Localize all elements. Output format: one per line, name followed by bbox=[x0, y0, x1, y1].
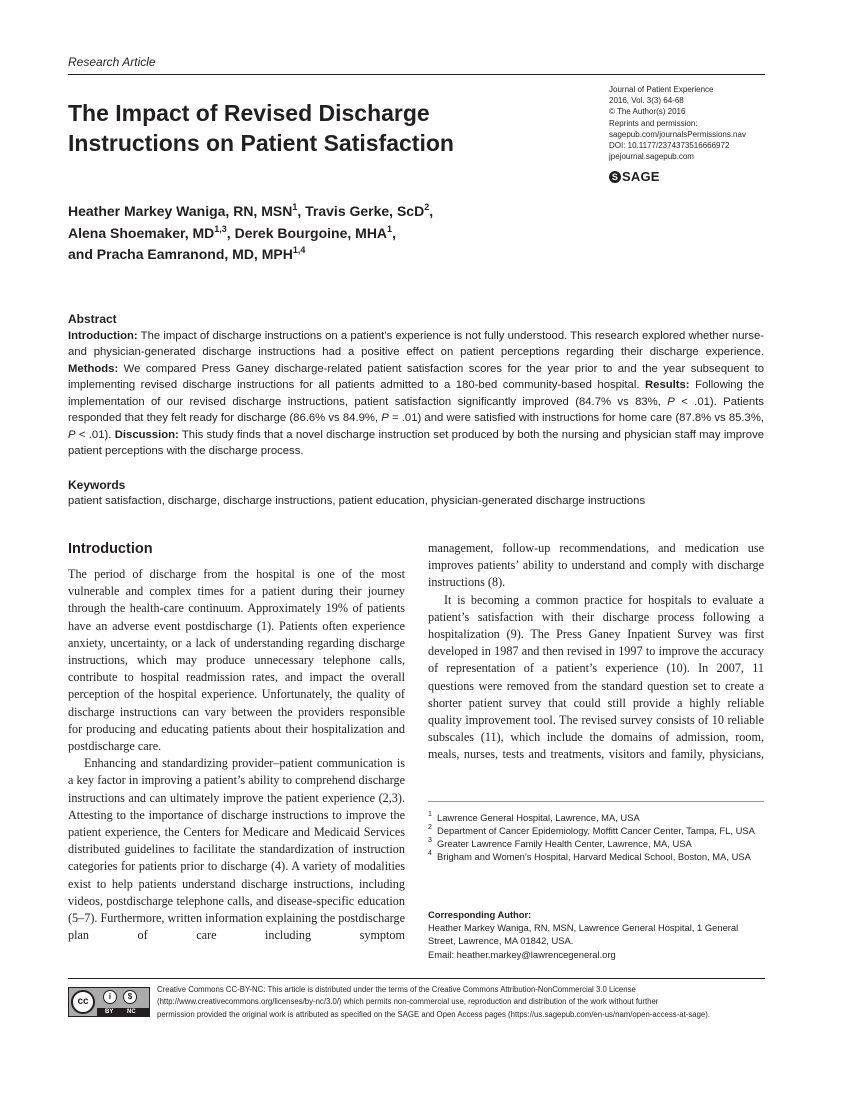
title-line: The Impact of Revised Discharge bbox=[68, 100, 430, 126]
body-paragraph: The period of discharge from the hospital is one of the most vulnerable and complex times for a patient during their journey through the health-care continuum. Approximately 19% of patients have an adverse event postdischarge (1). Patients often experience anxiety, uncertainty, or a lack of understanding regarding discharge instructions, which may produce unnecessary telephone calls, contribute to hospital readmission rates, and impact the overall perception of the hospital experience. Unfortunately, the quality of discharge instructions can vary between the providers responsible for producing and educating patients about their hospitalization and postdischarge care. bbox=[68, 567, 405, 754]
author-line: and Pracha Eamranond, MD, MPH$^{1,4}$ bbox=[68, 245, 306, 262]
sage-logo bbox=[609, 169, 660, 184]
affiliation-item: 1 Lawrence General Hospital, Lawrence, MA, USA bbox=[428, 811, 640, 823]
nc-dollar-icon: $ bbox=[123, 990, 137, 1004]
footnote-rule bbox=[428, 801, 764, 802]
abstract bbox=[68, 311, 764, 460]
journal-info bbox=[609, 84, 746, 162]
journal-volume: 2016, Vol. 3(3) 64-68 bbox=[609, 96, 684, 106]
author-line: Alena Shoemaker, MD$^{1,3}$, Derek Bourgoine, MHA$^1$, bbox=[68, 223, 396, 241]
body-paragraph: Enhancing and standardizing provider–patient communication is a key factor in improving a patient’s ability to comprehend discharge instructions and can ultimately improve the patient experience (2,3). Attesting to the importance of discharge instructions to improve the patient experience, the Centers for Medicare and Medicaid Services distributed guidelines to facilitate the standardization of instruction categories for patients prior to discharge (4). A variety of modalities exist to help patients understand discharge instructions, including videos, postdischarge telephone calls, and disease-specific education (5–7). Furthermore, written information explaining the postdischarge plan of care including symptom bbox=[68, 756, 405, 943]
author-line: Heather Markey Waniga, RN, MSN$^1$, Travis Gerke, ScD$^2$, bbox=[68, 202, 434, 219]
right-column bbox=[428, 540, 764, 764]
permissions-link[interactable]: sagepub.com/journalsPermissions.nav bbox=[609, 129, 746, 139]
corresponding-heading: Corresponding Author: bbox=[428, 909, 532, 920]
affiliation-item: 4 Brigham and Women’s Hospital, Harvard Medical School, Boston, MA, USA bbox=[428, 850, 751, 862]
body-paragraph: It is becoming a common practice for hospitals to evaluate a patient’s satisfaction with their discharge process following a hospitalization (9). The Press Ganey Inpatient Survey was first developed in 1987 and then revised in 1997 to improve the accuracy of representation of a patient’s experience (10). In 2007, 11 questions were removed from the standard question set to create a shorter patient survey that could still provide a highly reliable quality improvement tool. The revised survey consists of 10 reliable subscales (11), which include the domains of admission, room, meals, nurses, tests and treatments, visitors and family, physicians, bbox=[428, 592, 764, 762]
sage-wordmark: SAGE bbox=[622, 169, 660, 184]
body-paragraph: management, follow-up recommendations, and medication use improves patients’ ability to understand and comply with discharge instructions (8). bbox=[428, 541, 764, 590]
license-line: Creative Commons CC-BY-NC: This article is distributed under the terms of the Creative Commons Attribution-NonCommercial 3.0 License bbox=[157, 985, 636, 994]
license-line[interactable]: permission provided the original work is attributed as specified on the SAGE and Open Access pages (https://us.sagepub.com/en-us/nam/open-access-at-sage). bbox=[157, 1009, 711, 1019]
journal-name: Journal of Patient Experience bbox=[609, 85, 714, 94]
header-rule bbox=[68, 74, 765, 75]
affiliation-item: 3 Greater Lawrence Family Health Center, Lawrence, MA, USA bbox=[428, 837, 692, 849]
badge-strip bbox=[97, 1008, 149, 1016]
doi[interactable]: DOI: 10.1177/2374373516666972 bbox=[609, 141, 730, 151]
abstract-body: Introduction: The impact of discharge instructions on a patient’s experience is not fully understood. This research explored whether nurse- and physician-generated discharge instructions had a positive effect on patient perceptions regarding their discharge experience. Methods: We compared Press Ganey discharge-related patient satisfaction scores for the year prior to and the year subsequent to implementing revised discharge instructions for all patients admitted to a 180-bed community-based hospital. Results: Following the implementation of our revised discharge instructions, patient satisfaction significantly improved (84.7% vs 83%, P < .01). Patients responded that they felt ready for discharge (86.6% vs 84.9%, P = .01) and were satisfied with instructions for home care (87.8% vs 85.3%, P < .01). Discussion: This study finds that a novel discharge instruction set produced by both the nursing and physician staff may improve patient perceptions with the discharge process. bbox=[68, 329, 765, 457]
cc-icon: cc bbox=[71, 990, 95, 1014]
license-text bbox=[157, 984, 769, 1021]
section-heading: Introduction bbox=[68, 541, 153, 557]
abstract-heading: Abstract bbox=[68, 312, 117, 326]
copyright: © The Author(s) 2016 bbox=[609, 107, 686, 117]
keywords bbox=[68, 477, 788, 509]
title-line: Instructions on Patient Satisfaction bbox=[68, 130, 454, 156]
corresponding-address: Street, Lawrence, MA 01842, USA. bbox=[428, 935, 574, 947]
reprints-label: Reprints and permission: bbox=[609, 118, 698, 128]
corresponding-address: Heather Markey Waniga, RN, MSN, Lawrence General Hospital, 1 General bbox=[428, 922, 739, 934]
keywords-heading: Keywords bbox=[68, 478, 126, 492]
by-person-icon: i bbox=[103, 990, 117, 1004]
footer-rule bbox=[68, 978, 765, 979]
journal-website[interactable]: jpejournal.sagepub.com bbox=[609, 152, 694, 162]
license-line[interactable]: (http://www.creativecommons.org/licenses/by-nc/3.0/) which permits non-commercial use, reproduction and distribution of the work without further bbox=[157, 997, 659, 1007]
article-title bbox=[68, 98, 568, 158]
article-type-label: Research Article bbox=[68, 55, 156, 69]
cc-by-nc-badge-icon[interactable] bbox=[68, 987, 150, 1017]
left-column bbox=[68, 566, 405, 944]
corresponding-email[interactable]: Email: heather.markey@lawrencegeneral.org bbox=[428, 948, 616, 960]
affiliation-item: 2 Department of Cancer Epidemiology, Moffitt Cancer Center, Tampa, FL, USA bbox=[428, 824, 755, 836]
corresponding-author bbox=[428, 908, 768, 961]
author-list bbox=[68, 201, 433, 266]
affiliations bbox=[428, 811, 768, 863]
sage-mark-icon: S bbox=[609, 171, 621, 183]
keywords-list: patient satisfaction, discharge, discharge instructions, patient education, physician-generated discharge instructions bbox=[68, 495, 646, 507]
by-label: BY bbox=[105, 1009, 114, 1015]
nc-label: NC bbox=[127, 1009, 136, 1015]
